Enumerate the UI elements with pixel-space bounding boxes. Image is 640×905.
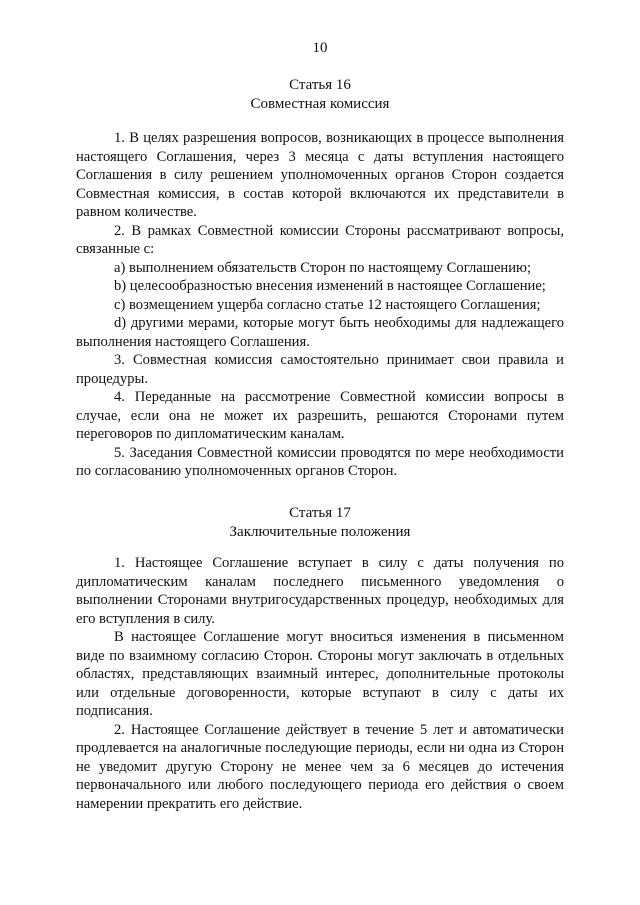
article-17-paragraph-2: 2. Настоящее Соглашение действует в течение 5 лет и автоматически продлевается на аналогичные последующие периоды, если ни одна из Сторон не уведомит другую Сторону не менее чем за 6 месяцев до истечения первоначального или любого последующего периода его действия о своем намерении прекратить его действие. [76,721,564,812]
article-16-paragraph-5: 5. Заседания Совместной комиссии проводятся по мере необходимости по согласованию уполномоченных органов Сторон. [76,444,564,479]
article-16-item-a: а) выполнением обязательств Сторон по настоящему Соглашению; [114,259,532,276]
article-17-title: Статья 17 [289,505,351,521]
page-number: 10 [312,40,328,56]
article-16-item-b: b) целесообразностью внесения изменений в настоящее Соглашение; [114,278,546,294]
article-16-body [76,129,564,481]
article-16-section [76,76,564,114]
article-16-item-d: d) другими мерами, которые могут быть необходимы для надлежащего выполнения настоящего Соглашения. [76,315,564,350]
article-16-title: Статья 16 [289,77,351,93]
article-16-paragraph-3: 3. Совместная комиссия самостоятельно принимает свои правила и процедуры. [76,352,564,387]
article-16-paragraph-4: 4. Переданные на рассмотрение Совместной комиссии вопросы в случае, если она не может их разрешить, решаются Сторонами путем переговоров по дипломатическим каналам. [76,389,564,442]
article-16-subtitle: Совместная комиссия [250,96,390,112]
article-16-paragraph-1: 1. В целях разрешения вопросов, возникающих в процессе выполнения настоящего Соглашения, через 3 месяца с даты вступления настоящего Соглашения в силу решением уполномоченных органов Сторон создается Совместная комиссия, в состав которой включаются их представители в равном количестве. [76,130,564,220]
article-17-subtitle: Заключительные положения [229,524,411,540]
article-17-paragraph-1-continued: В настоящее Соглашение могут вноситься изменения в письменном виде по взаимному согласию Сторон. Стороны могут заключать в отдельных областях, представляющих взаимный интерес, дополнительные протоколы или отдельные договоренности, которые вступают в силу с даты их подписания. [76,629,564,719]
article-17-body [76,554,564,813]
article-17-paragraph-1: 1. Настоящее Соглашение вступает в силу с даты получения по дипломатическим каналам последнего письменного уведомления о выполнении Сторонами внутригосударственных процедур, необходимых для его вступления в силу. [76,555,564,627]
article-16-item-c: c) возмещением ущерба согласно статье 12 настоящего Соглашения; [114,296,541,313]
article-17-section [76,504,564,542]
article-16-paragraph-2: 2. В рамках Совместной комиссии Стороны рассматривают вопросы, связанные с: [76,222,564,257]
